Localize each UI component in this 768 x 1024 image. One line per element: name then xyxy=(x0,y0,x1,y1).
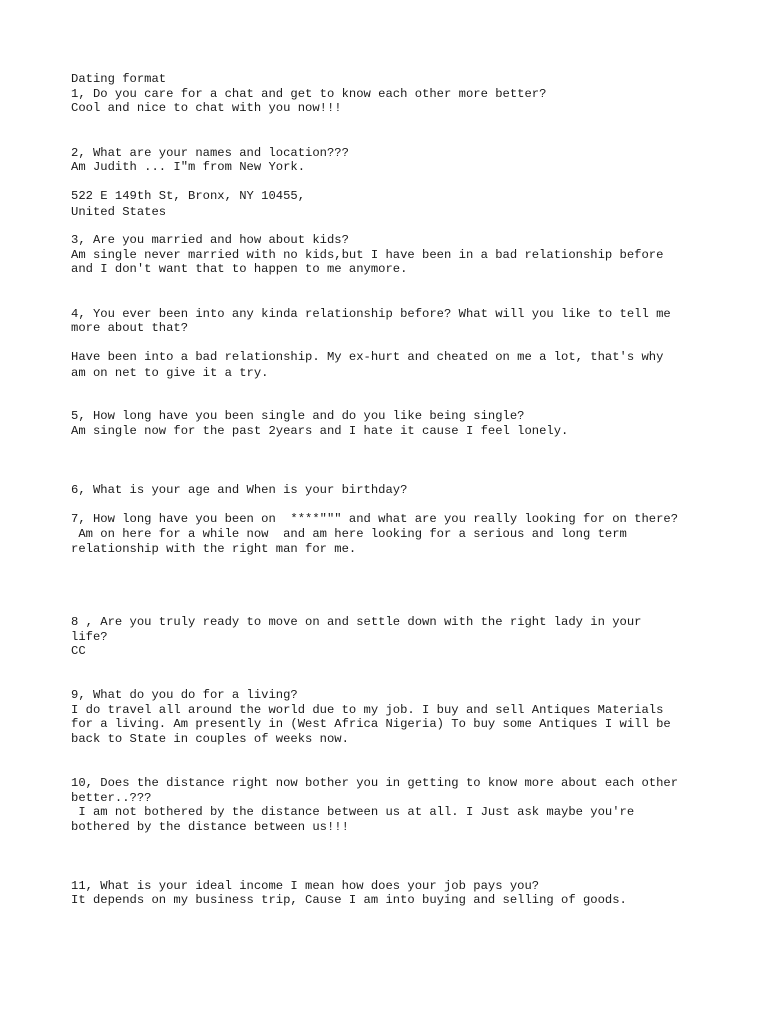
question-10-line-1: 10, Does the distance right now bother you in getting to know more about each other xyxy=(71,776,679,790)
answer-2-line-1: Am Judith ... I"m from New York. xyxy=(71,160,306,174)
question-5: 5, How long have you been single and do you like being single? xyxy=(71,409,525,423)
answer-9-line-2: for a living. Am presently in (West Africa Nigeria) To buy some Antiques I will be xyxy=(71,717,671,731)
answer-1: Cool and nice to chat with you now!!! xyxy=(71,101,342,115)
answer-2-address-line-2: United States xyxy=(71,205,167,219)
answer-3-line-2: and I don't want that to happen to me anymore. xyxy=(71,262,408,276)
answer-10-line-2: bothered by the distance between us!!! xyxy=(71,820,349,834)
answer-7-line-1: Am on here for a while now and am here looking for a serious and long term xyxy=(71,527,627,541)
answer-7-line-2: relationship with the right man for me. xyxy=(71,542,357,556)
answer-11: It depends on my business trip, Cause I am into buying and selling of goods. xyxy=(71,893,627,907)
question-10-line-2: better..??? xyxy=(71,791,152,805)
question-7: 7, How long have you been on ****""" and what are you really looking for on there? xyxy=(71,512,679,526)
answer-5: Am single now for the past 2years and I hate it cause I feel lonely. xyxy=(71,424,569,438)
answer-10-line-1: I am not bothered by the distance between us at all. I Just ask maybe you're xyxy=(71,805,635,819)
question-8-line-1: 8 , Are you truly ready to move on and settle down with the right lady in your xyxy=(71,615,642,629)
question-11: 11, What is your ideal income I mean how does your job pays you? xyxy=(71,879,540,893)
answer-3-line-1: Am single never married with no kids,but I have been in a bad relationship before xyxy=(71,248,664,262)
question-6: 6, What is your age and When is your birthday? xyxy=(71,483,408,497)
question-2: 2, What are your names and location??? xyxy=(71,146,349,160)
answer-4-line-2: am on net to give it a try. xyxy=(71,366,269,380)
question-8-line-2: life? xyxy=(71,630,108,644)
question-9: 9, What do you do for a living? xyxy=(71,688,298,702)
question-3: 3, Are you married and how about kids? xyxy=(71,233,349,247)
question-1: 1, Do you care for a chat and get to know each other more better? xyxy=(71,87,547,101)
answer-9-line-1: I do travel all around the world due to my job. I buy and sell Antiques Materials xyxy=(71,703,664,717)
answer-2-address-line-1: 522 E 149th St, Bronx, NY 10455, xyxy=(71,189,306,203)
answer-8: CC xyxy=(71,644,86,658)
answer-9-line-3: back to State in couples of weeks now. xyxy=(71,732,349,746)
document-title: Dating format xyxy=(71,72,167,86)
answer-4-line-1: Have been into a bad relationship. My ex-hurt and cheated on me a lot, that's why xyxy=(71,350,664,364)
question-4-line-2: more about that? xyxy=(71,321,189,335)
question-4-line-1: 4, You ever been into any kinda relationship before? What will you like to tell me xyxy=(71,307,671,321)
